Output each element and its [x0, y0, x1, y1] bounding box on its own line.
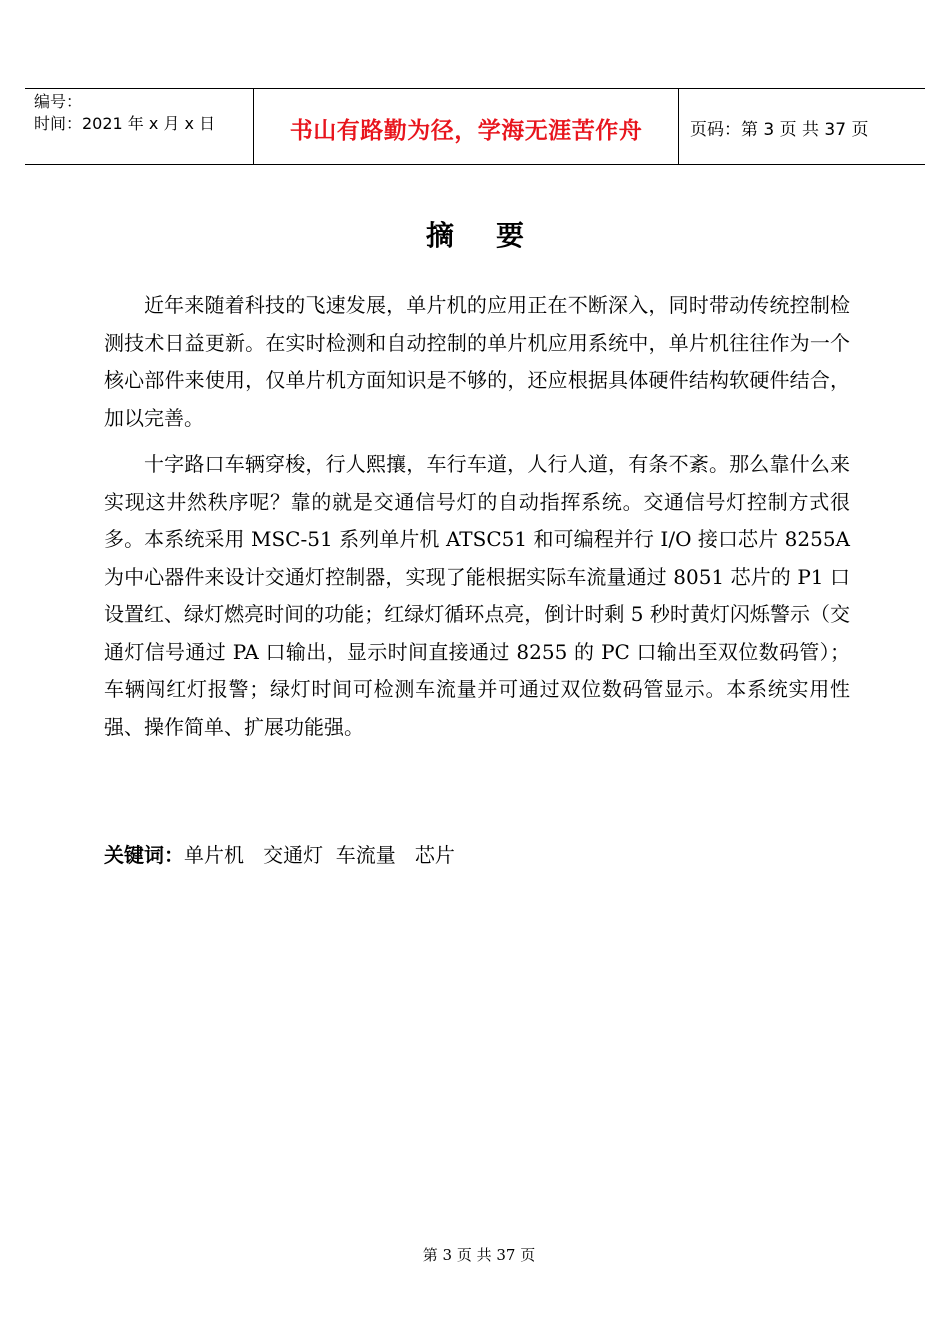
footer-page-number: 第 3 页 共 37 页: [422, 1246, 536, 1264]
serial-number-label: 编号：: [34, 92, 83, 111]
abstract-title: 摘要: [425, 219, 566, 252]
abstract-paragraph-2: 十字路口车辆穿梭，行人熙攘，车行车道，人行人道，有条不紊。那么靠什么来实现这井然秩序呢？靠的就是交通信号灯的自动指挥系统。交通信号灯控制方式很多。本系统采用 MSC-51 系列单片机 ATSC51 和可编程并行 I/O 接口芯片 8255A 为中心器件来设计交通灯控制器，实现了能根据实际车流量通过 8051 芯片的 P1 口设置红、绿灯燃亮时间的功能；红绿灯循环点亮，倒计时剩 5 秒时黄灯闪烁警示（交通灯信号通过 PA 口输出，显示时间直接通过 8255 的 PC 口输出至双位数码管）；车辆闯红灯报警；绿灯时间可检测车流量并可通过双位数码管显示。本系统实用性强、操作简单、扩展功能强。: [104, 452, 850, 739]
date-label: 时间：2021 年 x 月 x 日: [34, 114, 216, 133]
keywords-label: 关键词：: [104, 843, 184, 867]
keywords-line: [104, 838, 455, 872]
header-table: [25, 88, 925, 165]
header-page-cell: [679, 89, 925, 164]
keywords-values: 单片机 交通灯 车流量 芯片: [184, 843, 455, 867]
header-info-cell: [25, 89, 254, 164]
abstract-body: [104, 287, 850, 755]
motto-text: 书山有路勤为径，学海无涯苦作舟: [289, 118, 643, 144]
header-motto-cell: [254, 89, 679, 164]
abstract-paragraph-1: 近年来随着科技的飞速发展，单片机的应用正在不断深入，同时带动传统控制检测技术日益更新。在实时检测和自动控制的单片机应用系统中，单片机往往作为一个核心部件来使用，仅单片机方面知识是不够的，还应根据具体硬件结构软硬件结合，加以完善。: [104, 293, 850, 430]
header-page-number: 页码：第 3 页 共 37 页: [690, 120, 869, 140]
